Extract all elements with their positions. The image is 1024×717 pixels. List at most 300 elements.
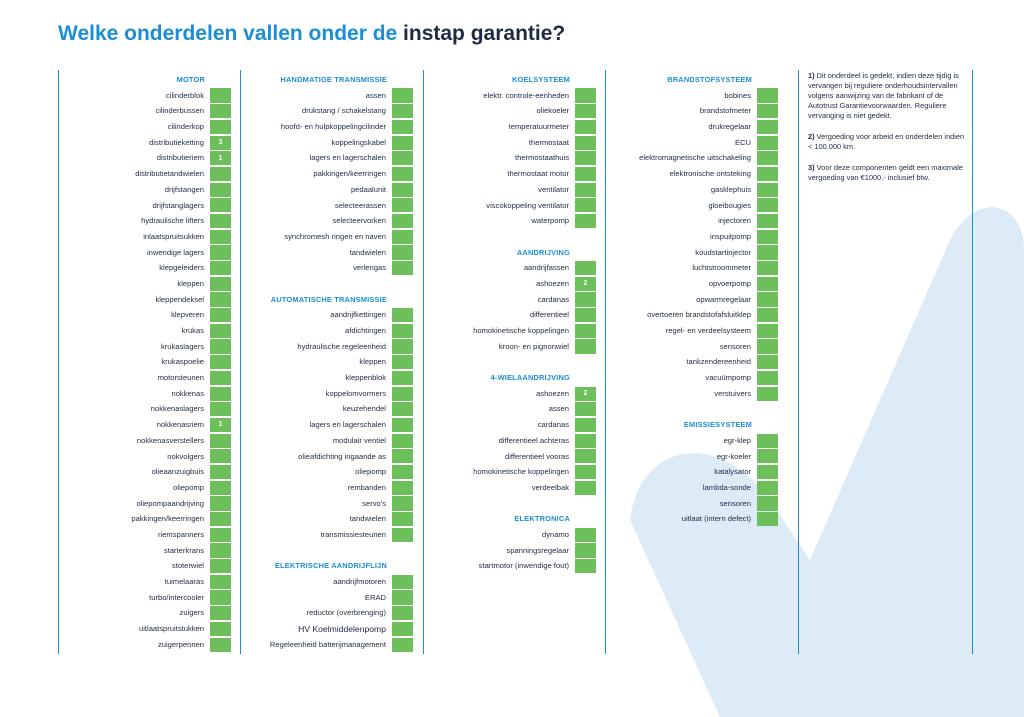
part-label: selecteervorken — [332, 216, 386, 226]
part-row — [59, 135, 231, 151]
part-row — [59, 354, 231, 370]
covered-indicator — [757, 434, 778, 448]
covered-indicator — [392, 151, 413, 165]
part-label: stoterwiel — [171, 561, 204, 571]
part-row — [606, 245, 778, 261]
part-row — [606, 150, 778, 166]
part-label: olieaanzuigbuis — [151, 467, 204, 477]
part-label: cardanas — [537, 294, 569, 304]
section-spacer — [241, 276, 413, 292]
part-row — [606, 166, 778, 182]
part-row — [241, 135, 413, 151]
covered-indicator — [210, 465, 231, 479]
page-title — [58, 22, 565, 46]
covered-indicator — [757, 245, 778, 259]
part-label: gasklephuis — [710, 184, 751, 194]
part-row — [424, 543, 596, 559]
covered-indicator — [392, 387, 413, 401]
part-label: turbo/intercooler — [149, 592, 204, 602]
part-row — [606, 339, 778, 355]
part-row — [606, 480, 778, 496]
part-label: motorsteunen — [157, 373, 204, 383]
covered-indicator — [210, 355, 231, 369]
part-label: drukregelaar — [708, 122, 751, 132]
covered-indicator — [757, 387, 778, 401]
covered-indicator — [392, 512, 413, 526]
part-row — [424, 166, 596, 182]
footnote-number: 3) — [808, 163, 815, 172]
part-label: klepveren — [171, 310, 204, 320]
covered-indicator — [757, 214, 778, 228]
covered-indicator — [392, 590, 413, 604]
covered-indicator — [392, 465, 413, 479]
covered-indicator — [210, 496, 231, 510]
covered-indicator — [210, 277, 231, 291]
part-label: overtoeren brandstofafsluitklep — [647, 310, 751, 320]
covered-indicator — [575, 324, 596, 338]
section-spacer — [424, 354, 596, 370]
part-label: zuigerpennen — [157, 639, 204, 649]
covered-indicator — [210, 120, 231, 134]
covered-indicator — [210, 481, 231, 495]
covered-indicator — [392, 402, 413, 416]
covered-indicator — [392, 371, 413, 385]
part-label: transmissiesteunen — [320, 529, 386, 539]
part-label: koppelingskabel — [331, 137, 386, 147]
covered-indicator — [575, 120, 596, 134]
part-label: sensoren — [719, 341, 751, 351]
covered-indicator — [757, 465, 778, 479]
covered-indicator — [210, 638, 231, 652]
covered-indicator — [392, 198, 413, 212]
part-label: krukas — [181, 326, 204, 336]
footnote — [808, 71, 968, 121]
parts-column-4 — [606, 72, 778, 527]
part-label: nokkenasriem — [156, 420, 204, 430]
part-label: gloeibougies — [708, 200, 751, 210]
part-label: opwarmregelaar — [696, 294, 751, 304]
covered-indicator — [392, 136, 413, 150]
part-label: oliekoeler — [536, 106, 569, 116]
part-row — [606, 198, 778, 214]
part-label: zuigers — [179, 608, 204, 618]
part-row — [241, 386, 413, 402]
covered-indicator — [392, 418, 413, 432]
part-label: viscokoppeling ventilator — [486, 200, 569, 210]
covered-indicator: 2 — [575, 387, 596, 401]
section-spacer — [424, 229, 596, 245]
part-row — [59, 449, 231, 465]
section-title: HANDMATIGE TRANSMISSIE — [280, 75, 387, 84]
part-label: injectoren — [718, 216, 751, 226]
part-label: uitlaatspruitstukken — [138, 624, 204, 634]
part-row — [241, 103, 413, 119]
part-label: homokinetische koppelingen — [473, 326, 569, 336]
part-label: ventilator — [538, 184, 569, 194]
part-row — [241, 213, 413, 229]
covered-indicator: 1 — [210, 151, 231, 165]
part-label: startmotor (inwendige fout) — [478, 561, 569, 571]
part-row — [241, 464, 413, 480]
part-label: HV Koelmiddelenpomp — [298, 623, 386, 634]
part-label: ECU — [734, 137, 751, 147]
part-label: aandrijfkettingen — [330, 310, 386, 320]
covered-indicator — [575, 481, 596, 495]
covered-indicator — [392, 355, 413, 369]
page-title-part-2: instap garantie? — [403, 22, 566, 45]
footnotes — [808, 71, 968, 194]
covered-indicator — [392, 339, 413, 353]
part-label: ashoezen — [536, 278, 569, 288]
covered-indicator — [757, 151, 778, 165]
covered-indicator — [575, 183, 596, 197]
part-row — [241, 166, 413, 182]
part-row — [241, 480, 413, 496]
part-row — [241, 119, 413, 135]
covered-indicator — [575, 198, 596, 212]
covered-indicator — [575, 167, 596, 181]
part-label: thermostaat motor — [507, 169, 569, 179]
part-row — [424, 276, 596, 292]
covered-indicator — [210, 88, 231, 102]
covered-indicator — [210, 434, 231, 448]
part-row — [59, 119, 231, 135]
part-row — [241, 511, 413, 527]
section-title: AANDRIJVING — [516, 247, 570, 257]
part-label: uitlaat (intern defect) — [681, 514, 751, 524]
part-label: reductor (overbrenging) — [306, 608, 386, 618]
part-label: dynamo — [541, 529, 569, 539]
part-row — [606, 307, 778, 323]
part-label: afdichtingen — [345, 326, 386, 336]
covered-indicator — [757, 449, 778, 463]
part-row — [241, 417, 413, 433]
part-row — [59, 511, 231, 527]
part-row — [241, 260, 413, 276]
part-row — [606, 354, 778, 370]
part-row — [59, 103, 231, 119]
part-row — [59, 590, 231, 606]
part-row — [606, 229, 778, 245]
part-row — [59, 433, 231, 449]
covered-indicator — [757, 120, 778, 134]
part-label: starterkrans — [163, 545, 204, 555]
part-row — [606, 433, 778, 449]
covered-indicator — [757, 308, 778, 322]
part-label: elektr. controle-eenheden — [483, 90, 569, 100]
part-label: differentieel — [529, 310, 569, 320]
covered-indicator — [392, 606, 413, 620]
part-row — [606, 386, 778, 402]
covered-indicator — [575, 214, 596, 228]
part-row — [424, 88, 596, 104]
covered-indicator — [575, 292, 596, 306]
section-title: 4-WIELAANDRIJVING — [490, 373, 570, 383]
covered-indicator — [757, 104, 778, 118]
section-spacer — [424, 496, 596, 512]
covered-indicator — [210, 308, 231, 322]
covered-indicator — [757, 183, 778, 197]
part-row — [606, 511, 778, 527]
covered-indicator — [210, 622, 231, 636]
part-row — [241, 182, 413, 198]
part-label: differentieel achteras — [498, 435, 569, 445]
covered-indicator: 1 — [210, 418, 231, 432]
part-row — [59, 245, 231, 261]
part-row — [59, 166, 231, 182]
covered-indicator — [392, 449, 413, 463]
part-row — [241, 229, 413, 245]
part-row — [59, 527, 231, 543]
part-row — [606, 370, 778, 386]
part-label: sensoren — [719, 498, 751, 508]
covered-indicator — [392, 183, 413, 197]
part-label: inspuitpomp — [710, 231, 751, 241]
page-title-part-1: Welke onderdelen vallen onder de — [58, 22, 404, 45]
part-row — [59, 370, 231, 386]
part-label: distributieriem — [156, 153, 204, 163]
part-label: oliepompaandrijving — [136, 498, 204, 508]
part-row — [424, 307, 596, 323]
covered-indicator — [757, 261, 778, 275]
covered-indicator — [757, 481, 778, 495]
covered-indicator — [392, 230, 413, 244]
section-title: KOELSYSTEEM — [511, 75, 570, 84]
part-label: drijfstangen — [164, 184, 204, 194]
part-row — [59, 464, 231, 480]
part-label: bobines — [724, 90, 751, 100]
covered-indicator: 2 — [575, 277, 596, 291]
part-row — [59, 150, 231, 166]
part-row — [606, 213, 778, 229]
part-label: cilinderbussen — [155, 106, 204, 116]
covered-indicator — [392, 324, 413, 338]
part-label: Regeleenheid batterijmanagement — [269, 639, 386, 649]
part-row — [59, 401, 231, 417]
part-label: nokkenasverstellers — [136, 435, 204, 445]
part-label: krukaslagers — [160, 341, 204, 351]
covered-indicator — [392, 214, 413, 228]
part-row — [241, 88, 413, 104]
part-label: rembanden — [347, 482, 386, 492]
part-label: oliepomp — [355, 467, 386, 477]
covered-indicator — [210, 230, 231, 244]
covered-indicator — [575, 434, 596, 448]
part-label: drukstang / schakelstang — [301, 106, 386, 116]
part-label: tandwielen — [349, 514, 386, 524]
part-row — [59, 213, 231, 229]
part-row — [59, 480, 231, 496]
part-label: kleppenblok — [345, 373, 386, 383]
part-row — [241, 323, 413, 339]
part-label: vacuümpomp — [705, 373, 751, 383]
part-row — [424, 198, 596, 214]
covered-indicator — [392, 88, 413, 102]
part-label: katalysator — [714, 467, 751, 477]
part-row — [241, 339, 413, 355]
part-label: modulair ventiel — [332, 435, 386, 445]
covered-indicator — [757, 292, 778, 306]
part-label: cilinderkop — [167, 122, 204, 132]
part-row — [424, 464, 596, 480]
part-label: nokkenaslagers — [150, 404, 204, 414]
part-row — [241, 245, 413, 261]
part-row — [59, 558, 231, 574]
part-row — [606, 449, 778, 465]
parts-column-3 — [424, 72, 596, 574]
part-label: waterpomp — [531, 216, 569, 226]
covered-indicator — [392, 528, 413, 542]
part-label: luchtstroommeter — [692, 263, 751, 273]
covered-indicator — [575, 104, 596, 118]
part-label: aandrijfmotoren — [333, 577, 386, 587]
part-row — [606, 135, 778, 151]
part-label: lagers en lagerschalen — [309, 420, 386, 430]
covered-indicator — [575, 559, 596, 573]
part-label: opvoerpomp — [708, 278, 751, 288]
part-row — [59, 182, 231, 198]
part-label: inwendige lagers — [147, 247, 204, 257]
part-row — [424, 339, 596, 355]
covered-indicator — [210, 606, 231, 620]
part-label: thermostaat — [528, 137, 569, 147]
footnote-number: 1) — [808, 71, 815, 80]
part-row — [59, 386, 231, 402]
part-row — [424, 119, 596, 135]
part-label: keuzehendel — [342, 404, 386, 414]
part-label: lagers en lagerschalen — [309, 153, 386, 163]
covered-indicator — [392, 104, 413, 118]
part-row — [424, 433, 596, 449]
part-label: cilinderblok — [166, 90, 204, 100]
covered-indicator — [210, 575, 231, 589]
covered-indicator — [210, 590, 231, 604]
part-row — [424, 558, 596, 574]
part-label: tankzendereenheid — [686, 357, 751, 367]
covered-indicator — [575, 261, 596, 275]
part-row — [424, 480, 596, 496]
section-title: EMISSIESYSTEEM — [683, 420, 752, 430]
covered-indicator — [392, 167, 413, 181]
part-row — [606, 496, 778, 512]
covered-indicator — [392, 575, 413, 589]
part-row — [59, 88, 231, 104]
covered-indicator — [575, 543, 596, 557]
part-label: drijfstanglagers — [152, 200, 204, 210]
covered-indicator — [392, 261, 413, 275]
part-label: tuimelaaras — [164, 577, 204, 587]
covered-indicator — [575, 136, 596, 150]
covered-indicator — [392, 245, 413, 259]
part-row — [606, 292, 778, 308]
part-row — [59, 637, 231, 653]
part-row — [59, 339, 231, 355]
part-row — [59, 323, 231, 339]
parts-column-2 — [241, 72, 413, 652]
part-label: egr-koeler — [716, 451, 751, 461]
covered-indicator — [210, 402, 231, 416]
covered-indicator — [575, 88, 596, 102]
part-row — [424, 401, 596, 417]
part-label: hydraulische lifters — [141, 216, 204, 226]
covered-indicator — [757, 277, 778, 291]
part-row — [424, 213, 596, 229]
section-spacer — [606, 401, 778, 417]
covered-indicator — [575, 418, 596, 432]
part-row — [241, 449, 413, 465]
covered-indicator — [392, 481, 413, 495]
covered-indicator — [210, 261, 231, 275]
part-row — [241, 496, 413, 512]
footnote — [808, 132, 968, 152]
part-label: kleppen — [359, 357, 386, 367]
covered-indicator — [210, 183, 231, 197]
part-row — [241, 433, 413, 449]
part-row — [424, 386, 596, 402]
part-label: verstuivers — [714, 388, 751, 398]
part-label: elektromagnetische uitschakeling — [639, 153, 751, 163]
covered-indicator — [392, 638, 413, 652]
part-label: assen — [365, 90, 386, 100]
part-row — [606, 260, 778, 276]
covered-indicator — [210, 167, 231, 181]
part-label: koppelomvormers — [325, 388, 386, 398]
part-label: nokkenas — [171, 388, 204, 398]
part-label: brandstofmeter — [699, 106, 751, 116]
covered-indicator — [392, 120, 413, 134]
covered-indicator — [210, 371, 231, 385]
part-row — [241, 198, 413, 214]
part-label: koudstartinjector — [695, 247, 751, 257]
part-label: verlengas — [353, 263, 386, 273]
part-row — [424, 150, 596, 166]
covered-indicator — [210, 339, 231, 353]
covered-indicator — [575, 308, 596, 322]
part-row — [606, 182, 778, 198]
covered-indicator — [757, 339, 778, 353]
section-title: BRANDSTOFSYSTEEM — [667, 75, 752, 84]
part-row — [424, 449, 596, 465]
covered-indicator — [757, 198, 778, 212]
part-row — [241, 354, 413, 370]
part-row — [59, 621, 231, 637]
covered-indicator — [210, 198, 231, 212]
part-row — [59, 198, 231, 214]
column-divider — [972, 70, 973, 654]
covered-indicator — [210, 292, 231, 306]
covered-indicator — [392, 308, 413, 322]
part-label: pakkingen/keerringen — [131, 514, 204, 524]
part-row — [606, 464, 778, 480]
part-row — [424, 103, 596, 119]
part-label: nokvolgers — [167, 451, 204, 461]
section-title: MOTOR — [176, 75, 205, 84]
part-label: differentieel vooras — [504, 451, 569, 461]
part-label: servo's — [362, 498, 386, 508]
covered-indicator — [757, 88, 778, 102]
part-label: synchromesh ringen en naven — [284, 231, 386, 241]
part-label: distributietandwielen — [135, 169, 204, 179]
section-spacer — [241, 543, 413, 559]
covered-indicator: 3 — [210, 136, 231, 150]
covered-indicator — [210, 387, 231, 401]
part-label: cardanas — [537, 420, 569, 430]
part-row — [241, 370, 413, 386]
part-label: pakkingen/keerringen — [313, 169, 386, 179]
part-row — [424, 182, 596, 198]
part-row — [424, 260, 596, 276]
part-label: riemspanners — [157, 529, 204, 539]
